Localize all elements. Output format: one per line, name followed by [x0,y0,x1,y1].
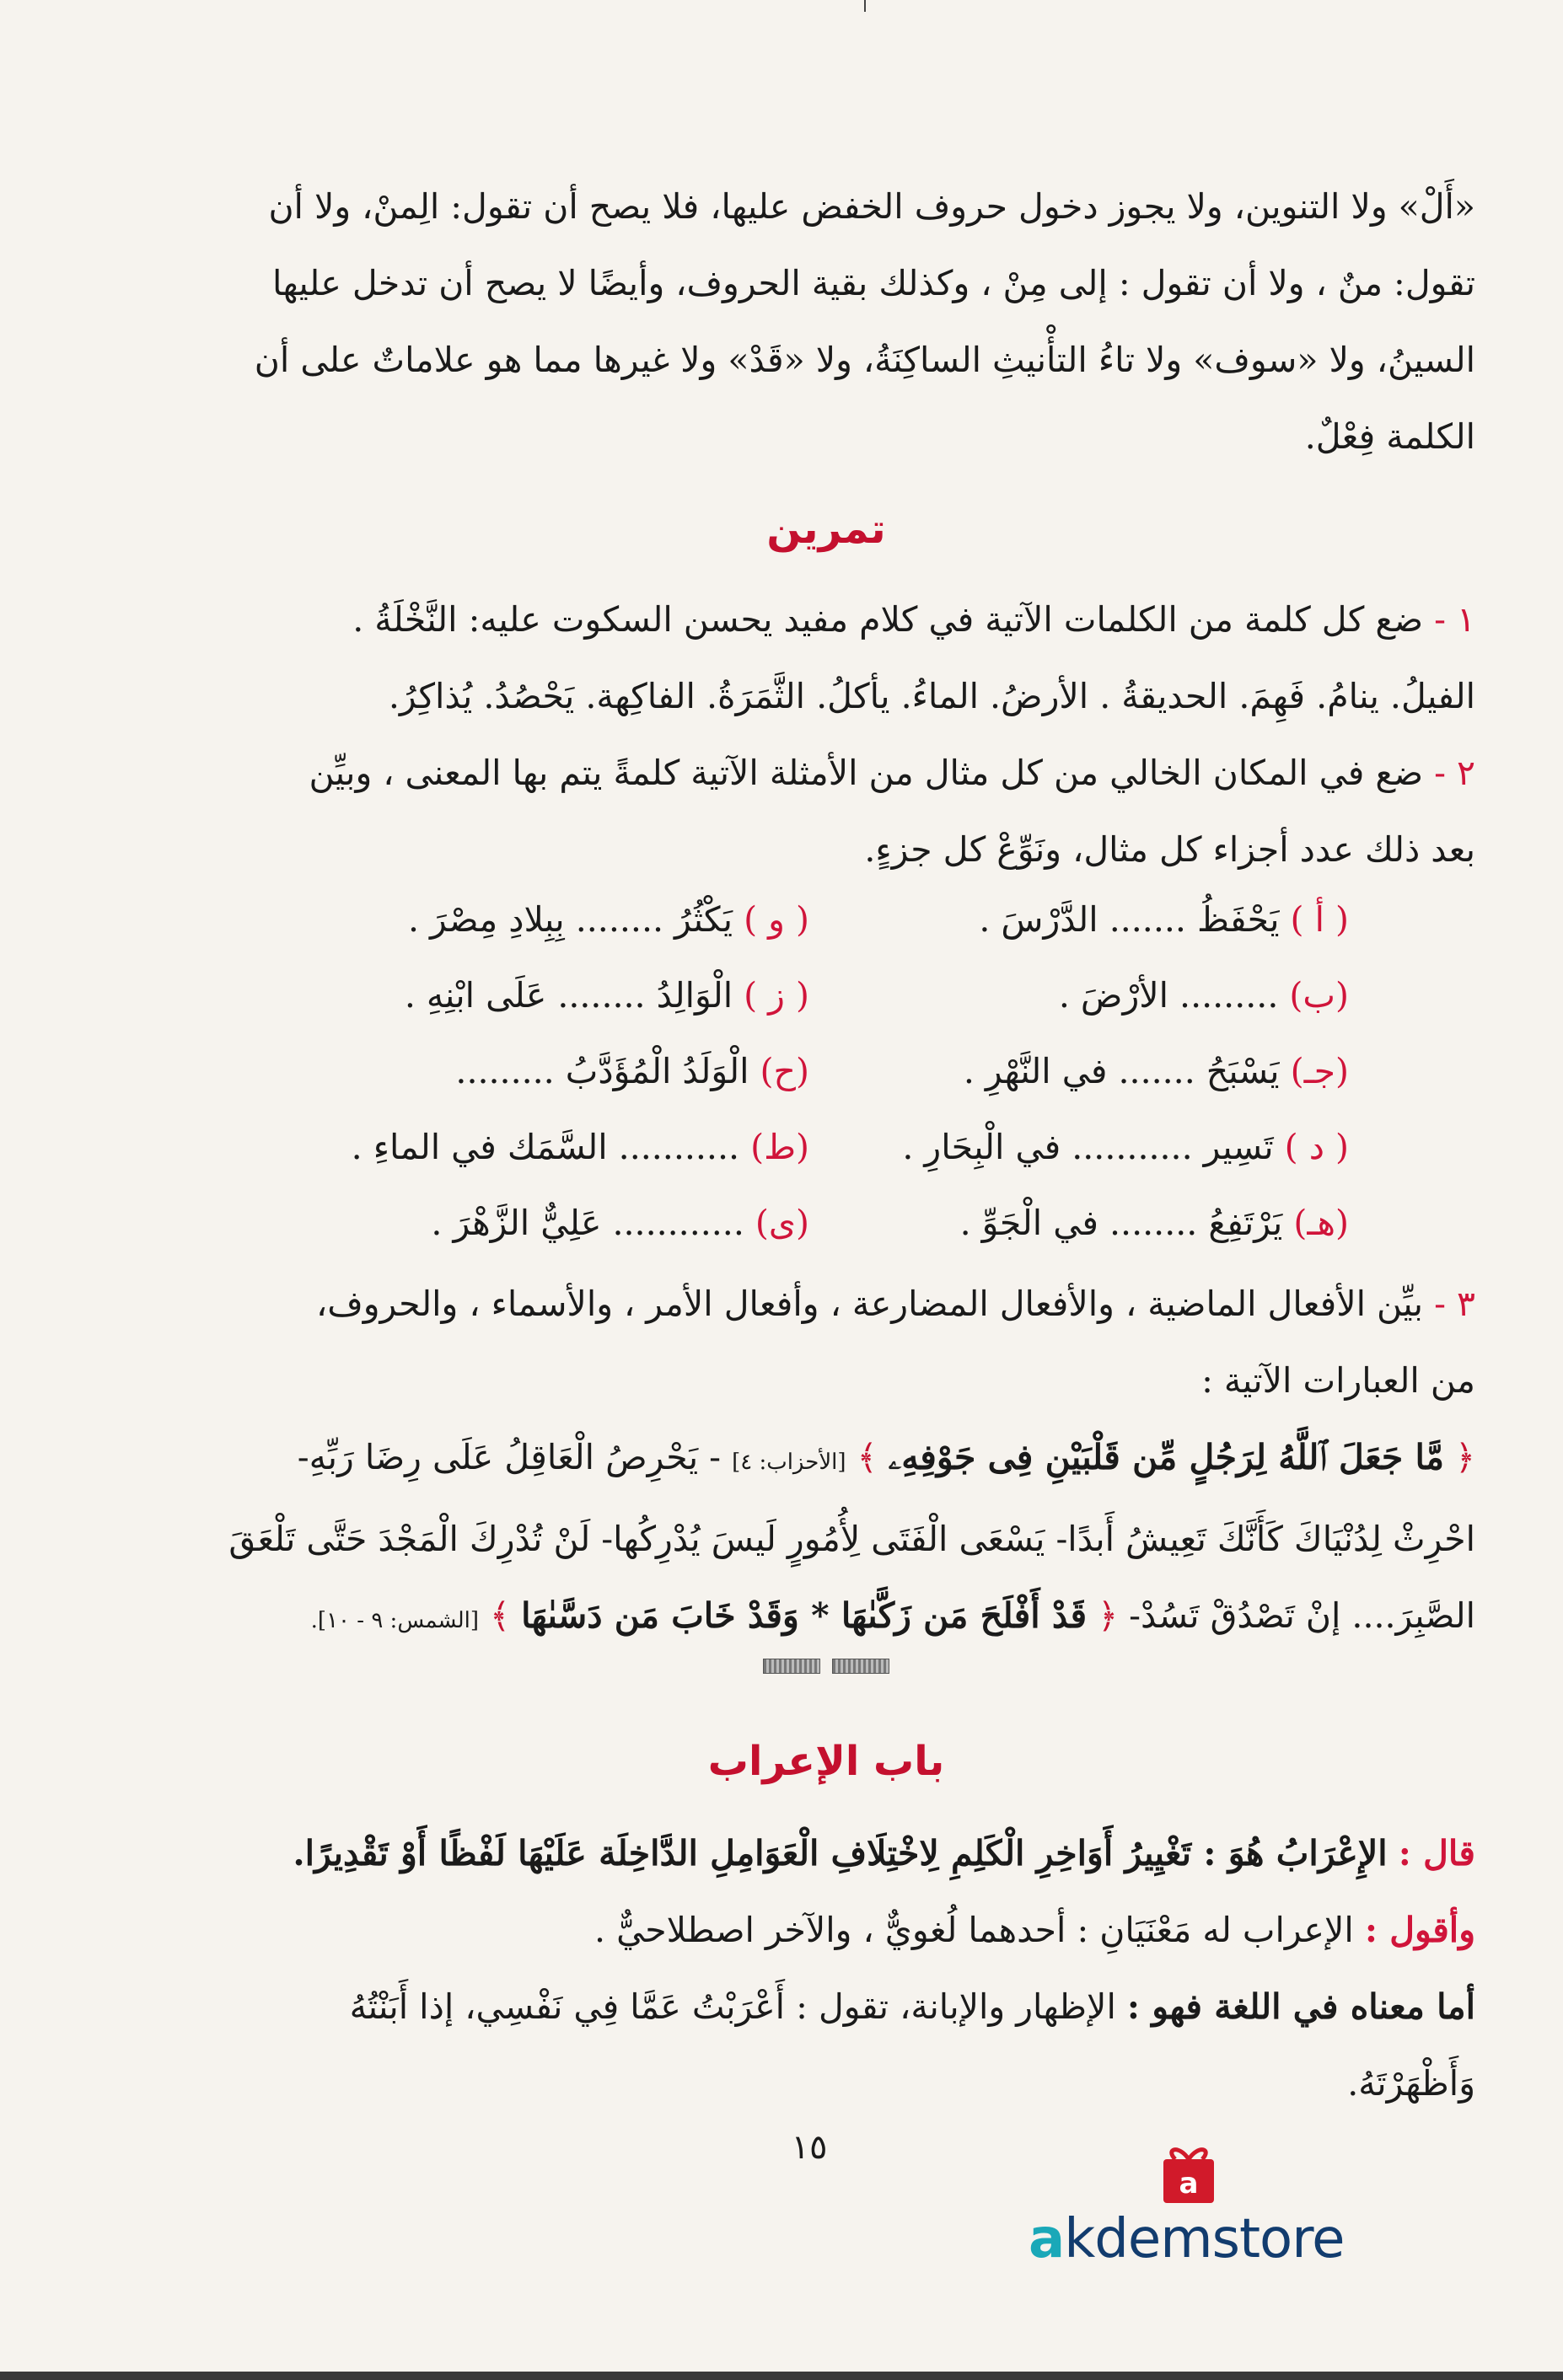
quran-reference: [الشمس: ٩ - ١٠]. [310,1608,479,1633]
item-label: (ب) [1289,975,1349,1016]
item-text: ........... السَّمَك في الماءِ . [351,1127,740,1167]
chapter-body [177,1815,1475,2122]
item-text: الْوَلَدُ الْمُؤَدَّبُ ......... [455,1051,749,1091]
qal-label: قال : [1398,1833,1475,1873]
exercise-item [177,1109,809,1185]
question-1 [177,582,1475,658]
exercise-title: تمرين [766,506,886,553]
item-label: ( ز ) [744,975,809,1016]
exercise-questions [177,582,1475,888]
item-text: يَكْثُرُ ........ بِبِلادِ مِصْرَ . [407,899,733,940]
quote-line-1 [177,1419,1475,1501]
question-3 [177,1266,1475,1343]
question-3-continued: من العبارات الآتية : [1201,1360,1475,1401]
fill-in-items [177,882,1475,1261]
store-logo-text [1029,2208,1344,2270]
exercise-item [843,1109,1475,1185]
item-text: الْوَالِدُ ........ عَلَى ابْنِهِ . [404,975,733,1016]
ornate-bracket-close-icon: ﴾ [490,1595,511,1636]
exercise-section [177,496,1475,563]
item-label: ( أ ) [1290,899,1349,940]
scan-bottom-edge [0,2372,1563,2380]
logo-word: kdemstore [1064,2208,1345,2270]
intro-line: تقول: منٌ ، ولا أن تقول : إلى مِنْ ، وكذلك بقية الحروف، وأيضًا لا يصح أن تدخل عليها [272,263,1475,303]
section-divider-ornament [759,1659,894,1677]
logo-letter: a [1029,2208,1065,2270]
svg-text:a: a [1179,2167,1199,2200]
question-text: ضع كل كلمة من الكلمات الآتية في كلام مفيد يحسن السكوت عليه: النَّخْلَةُ . [352,599,1424,640]
exercise-item [843,1185,1475,1261]
exercise-item [177,1033,809,1109]
gift-box-icon [1155,2141,1222,2208]
ornate-bracket-close-icon: ﴾ [857,1437,878,1477]
item-label: ( و ) [744,899,809,940]
sentence-text: - يَحْرِصُ الْعَاقِلُ عَلَى رِضَا رَبِّهِ- [297,1437,722,1477]
question-2 [177,735,1475,812]
ornament-icon [763,1659,820,1674]
page-number: ١٥ [791,2128,828,2167]
quran-quote: مَّا جَعَلَ ٱللَّهُ لِرَجُلٍ مِّن قَلْبَيْنِ فِى جَوْفِهِۦ [888,1437,1444,1477]
item-label: (ح) [760,1051,809,1091]
exercise-item [177,957,809,1033]
lugha-line [177,1969,1475,2045]
aqul-label: وأقول : [1364,1910,1475,1950]
item-label: (ى) [755,1203,809,1243]
item-label: (جـ) [1290,1051,1349,1091]
question-1-words: الفيلُ. ينامُ. فَهِمَ. الحديقةُ . الأرضُ. الماءُ. يأكلُ. الثَّمَرَةُ. الفاكِهة. يَحْصُدُ. يُذاكِرُ. [388,676,1475,716]
item-text: ......... الأرْضَ . [1058,975,1279,1016]
question-number: ٣ - [1434,1284,1475,1324]
aqul-text: الإعراب له مَعْنَيَانِ : أحدهما لُغويٌّ ، والآخر اصطلاحيٌّ . [594,1910,1354,1950]
intro-line: الكلمة فِعْلٌ. [1304,416,1475,457]
item-label: ( د ) [1284,1127,1349,1167]
ornate-bracket-open-icon: ﴿ [1454,1437,1475,1477]
items-grid [177,882,1475,1261]
quran-reference: [الأحزاب: ٤] [732,1450,846,1475]
exercise-item [177,882,809,957]
quran-quote: قَدْ أَفْلَحَ مَن زَكَّىٰهَا * وَقَدْ خَابَ مَن دَسَّىٰهَا [521,1595,1088,1636]
lugha-text: الإظهار والإبانة، تقول : أَعْرَبْتُ عَمَّا فِي نَفْسِي، إذا أَبَنْتُهُ [349,1986,1116,2027]
item-text: ............ عَلِيٌّ الزَّهْرَ . [431,1203,744,1243]
item-text: يَحْفَظُ ....... الدَّرْسَ . [979,899,1280,940]
qal-line [177,1815,1475,1892]
page-edge-mark [864,0,866,12]
item-text: يَسْبَحُ ....... في النَّهْرِ . [963,1051,1280,1091]
item-label: (هـ) [1293,1203,1349,1243]
lugha-label: أما معناه في اللغة فهو : [1126,1986,1475,2027]
question-text: بيِّن الأفعال الماضية ، والأفعال المضارعة ، وأفعال الأمر ، والأسماء ، والحروف، [316,1284,1424,1324]
exercise-item [843,957,1475,1033]
item-text: تَسِير ........... في الْبِحَارِ . [902,1127,1274,1167]
sentences-line: احْرِثْ لِدُنْيَاكَ كَأَنَّكَ تَعِيشُ أَبدًا- يَسْعَى الْفَتَى لِأُمُورٍ لَيسَ يُدْرِكُها- لَنْ تُدْرِكَ الْمَجْدَ حَتَّى تَلْعَقَ [228,1519,1475,1559]
question-2-continued: بعد ذلك عدد أجزاء كل مثال، ونَوِّعْ كل جزءٍ. [864,829,1475,870]
item-text: يَرْتَفِعُ ........ في الْجَوِّ . [959,1203,1283,1243]
question-3-block [177,1266,1475,1659]
intro-line: السينُ، ولا «سوف» ولا تاءُ التأْنيثِ الساكِنَةُ، ولا «قَدْ» ولا غيرها مما هو علاماتٌ على أن [254,340,1475,380]
sentence-text: الصَّبِرَ.... إنْ تَصْدُقْ تَسُدْ- [1129,1595,1475,1636]
intro-paragraph [177,169,1475,475]
ornate-bracket-open-icon: ﴿ [1098,1595,1119,1636]
exercise-item [843,882,1475,957]
chapter-section [177,1728,1475,1795]
chapter-title: باب الإعراب [707,1738,945,1785]
aqul-line [177,1892,1475,1969]
exercise-item [177,1185,809,1261]
exercise-item [843,1033,1475,1109]
item-label: (ط) [750,1127,809,1167]
lugha-line-continued: وَأَظْهَرْتَهُ. [1347,2063,1475,2104]
question-number: ١ - [1434,599,1475,640]
store-logo [1029,2141,1366,2270]
question-text: ضع في المكان الخالي من كل مثال من الأمثلة الآتية كلمةً يتم بها المعنى ، وبيِّن [309,753,1424,793]
question-number: ٢ - [1434,753,1475,793]
ornament-icon [832,1659,889,1674]
intro-line: «أَلْ» ولا التنوين، ولا يجوز دخول حروف الخفض عليها، فلا يصح أن تقول: الِمنْ، ولا أن [268,186,1475,227]
qal-text: الإِعْرَابُ هُوَ : تَغْيِيرُ أَوَاخِرِ الْكَلِمِ لِاخْتِلَافِ الْعَوَامِلِ الدَّاخِلَة عَلَيْهَا لَفْظًا أَوْ تَقْدِيرًا. [293,1833,1388,1873]
quote-line-2 [177,1578,1475,1659]
